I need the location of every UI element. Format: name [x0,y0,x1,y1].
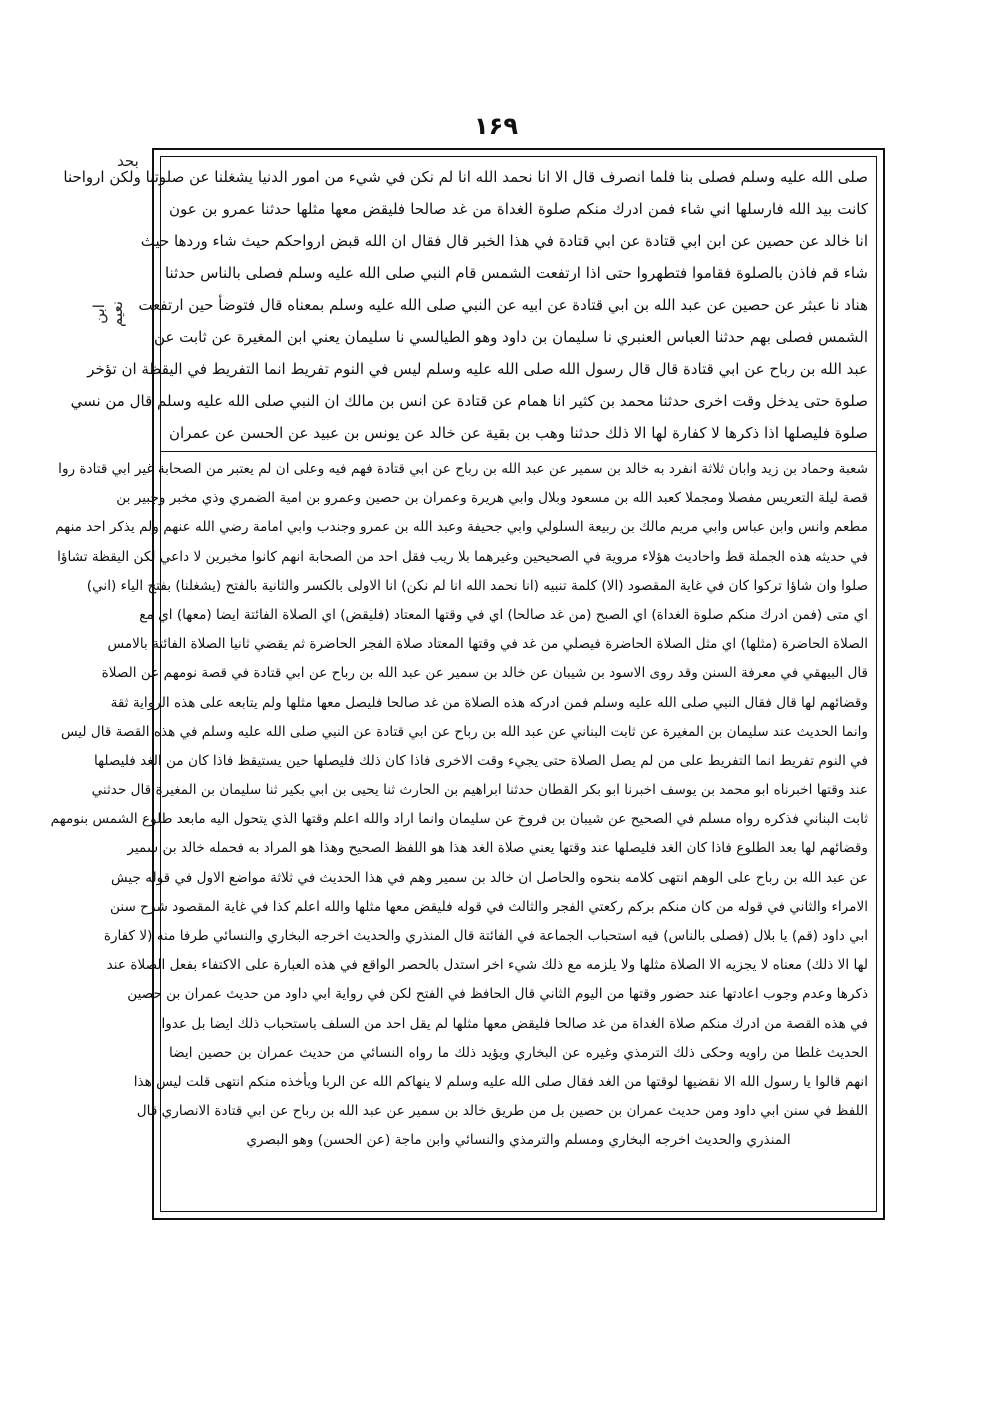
commentary-line: صلوا وان شاؤا تركوا كان في غاية المقصود (الا) كلمة تنبيه (انا نحمد الله انا لم نكن) انا الاولى بالكسر والثانية بالفتح (يشغلنا) بفتح الياء (اني) [86,577,868,594]
main-text-line: هناد نا عبثر عن حصين عن عبد الله بن ابي قتادة عن ابيه عن النبي صلى الله عليه وسلم بمعناه قال فتوضأ حين ارتفعت [138,296,868,314]
commentary-line: وقضائهم لها بعد الطلوع فاذا كان الغد فليصلها عند وقتها يعني صلاة الغد هذا هو اللفظ الصحيح وهذا هو المراد به فحمله خالد بن سمير [127,840,868,857]
commentary-line: ثابت البناني فذكره رواه مسلم في الصحيح عن شيبان بن فروخ عن سليمان وانما اراد والله اعلم وقتها الذي يتحول اليه مابعد طلوع الشمس بنومهم [50,811,868,828]
main-text-line: عبد الله بن رباح عن ابي قتادة قال قال رسول الله صلى الله عليه وسلم ليس في النوم تفريط انما التفريط في اليقظة ان تؤخر [87,360,868,378]
main-text-line: الشمس فصلى بهم حدثنا العباس العنبري نا سليمان بن داود وهو الطيالسي نا سليمان يعني ابن المغيرة عن ثابت عن [154,328,868,346]
commentary-line: في النوم تفريط انما التفريط على من لم يصل الصلاة حتى يجيء وقت الاخرى فاذا كان ذلك فليصلها حين يستيقظ فاذا كان من الغد فليصلها [93,752,868,769]
commentary-line: الصلاة الحاضرة (مثلها) اي مثل الصلاة الحاضرة فيصلي من غد في وقتها المعتاد صلاة الفجر الحاضرة ثم يقضي ثانيا الصلاة الفائتة بالامس [107,636,868,653]
main-text-line: صلوة حتى يدخل وقت اخرى حدثنا محمد بن كثير انا همام عن قتادة عن انس بن مالك ان النبي صلى الله عليه وسلم قال من نسي [70,392,868,410]
commentary-line: ابي داود (قم) يا بلال (فصلى بالناس) فيه استحباب الجماعة في الفائتة قال المنذري والحديث اخرجه البخاري والنسائي طرفا منه (لا كفارة [103,928,868,944]
page-number: ۱۶۹ [474,112,518,140]
commentary-line: الامراء والثاني في قوله من كان منكم بركم ركعتي الفجر والثالث في قوله فليقض معها مثلها والله اعلم كذا في غاية المقصود شرح سنن [110,898,868,915]
main-text-line: صلوة فليصلها اذا ذكرها لا كفارة لها الا ذلك حدثنا وهب بن بقية عن خالد عن يونس بن عبيد عن الحسن عن عمران [169,424,868,442]
commentary-text-block [50,455,876,1156]
margin-note-top: بحد [117,152,139,170]
commentary-line: قال البيهقي في معرفة السنن وقد روى الاسود بن شيبان عن خالد بن سمير عن عبد الله بن رباح عن ابي قتادة في قصة نومهم عن الصلاة [101,665,868,682]
commentary-line: انهم قالوا يا رسول الله الا نقضيها لوقتها من الغد فقال صلى الله عليه وسلم لا ينهاكم الله عن الربا ويأخذه منكم انتهى قلت ليس هذا [133,1073,868,1090]
main-text-line: انا خالد عن حصين عن ابن ابي قتادة عن ابي قتادة في هذا الخبر قال فقال ان الله قبض ارواحكم حيث شاء وردها حيث [140,232,868,250]
commentary-line: وانما الحديث عند سليمان بن المغيرة عن ثابت البناني عن عبد الله بن رباح عن ابي قتادة عن النبي صلى الله عليه وسلم في هذه القصة قال ليس [60,723,868,740]
commentary-line: اللفظ في سنن ابي داود ومن حديث عمران بن حصين بل من طريق خالد بن سمير عن عبد الله بن رباح عن ابي قتادة الانصاري قال [136,1103,868,1120]
commentary-line: في هذه القصة من ادرك منكم صلاة الغداة من غد صالحا فليقض معها مثلها لم يقل احد من السلف باستحباب ذلك ايضا بل عدوا [161,1015,868,1032]
commentary-line: عند وقتها اخبرناه ابو محمد بن يوسف اخبرنا ابو بكر القطان حدثنا ابراهيم بن الحارث ثنا يحيى بن ابي بكير ثنا سليمان بن المغيرة قال حدثني [91,782,868,799]
main-text-line: شاء قم فاذن بالصلوة فقاموا فتطهروا حتى اذا ارتفعت الشمس قام النبي صلى الله عليه وسلم فصلى بالناس حدثنا [164,264,868,282]
commentary-line: قصة ليلة التعريس مفصلا ومجملا كعبد الله بن مسعود وبلال وابي هريرة وعمران بن حصين وعمرو بن امية الضمري وذي مخبر وجبير بن [116,490,868,507]
commentary-line: شعبة وحماد بن زيد وابان ثلاثة انفرد به خالد بن سمير عن عبد الله بن رباح عن ابي قتادة فهم فيه وعلى ان لم يعتبر من الصحابة غير ابي قتادة روا [58,461,868,477]
margin-note-side: ابن نعيم [90,301,126,327]
commentary-line: عن عبد الله بن رباح على الوهم انتهى كلامه بنحوه والحاصل ان خالد بن سمير وهم في هذا الحديث في ثلاثة مواضع الاول في قوله جيش [111,869,868,886]
main-text-line: كانت بيد الله فارسلها اني شاء فمن ادرك منكم صلوة الغداة من غد صالحا فليقض معها مثلها حدثنا عمرو بن عون [169,200,868,218]
commentary-line: مطعم وانس وابن عباس وابي مريم مالك بن ربيعة السلولي وابي جحيفة وعبد الله بن عمرو وجندب وابي امامة رضي الله عنهم ولم يذكر احد منهم [55,519,868,536]
commentary-line: الحديث غلطا من راويه وحكى ذلك الترمذي وغيره عن البخاري ويؤيد ذلك ما رواه النسائي من حديث عمران بن حصين ايضا [169,1044,868,1061]
commentary-line: في حديثه هذه الجملة قط واحاديث هؤلاء مروية في الصحيحين وغيرهما بلا ريب فقل احد من الصحابة انهم كانوا مخبرين لا داعي لكن اليقظة تشاؤا [57,548,868,565]
commentary-line: لها الا ذلك) معناه لا يجزيه الا الصلاة مثلها ولا يلزمه مع ذلك شيء اخر استدل بالحصر الواقع في هذه العبارة على الاكتفاء بفعل الصلاة عند [106,957,868,974]
commentary-line: المنذري والحديث اخرجه البخاري ومسلم والترمذي والنسائي وابن ماجة (عن الحسن) وهو البصري [246,1132,791,1149]
commentary-line: اي متى (فمن ادرك منكم صلوة الغداة) اي الصبح (من غد صالحا) اي في وقتها المعتاد (فليقض) اي الصلاة الفائتة ايضا (معها) اي مع [139,606,868,623]
commentary-line: وقضائهم لها قال فقال النبي صلى الله عليه وسلم فمن ادركه هذه الصلاة من غد صالحا فليصل معها مثلها ولم يتابعه على هذه الرواية ثقة [110,694,868,711]
section-divider [161,451,876,452]
main-text-line: صلى الله عليه وسلم فصلى بنا فلما انصرف قال الا انا نحمد الله انا لم نكن في شيء من امور الدنيا يشغلنا عن صلوتنا ولكن ارواحنا [63,168,868,186]
commentary-line: ذكرها وعدم وجوب اعادتها عند حضور وقتها من اليوم الثاني قال الحافظ في الفتح لكن في رواية ابي داود من حديث عمران بن حصين [127,986,868,1003]
